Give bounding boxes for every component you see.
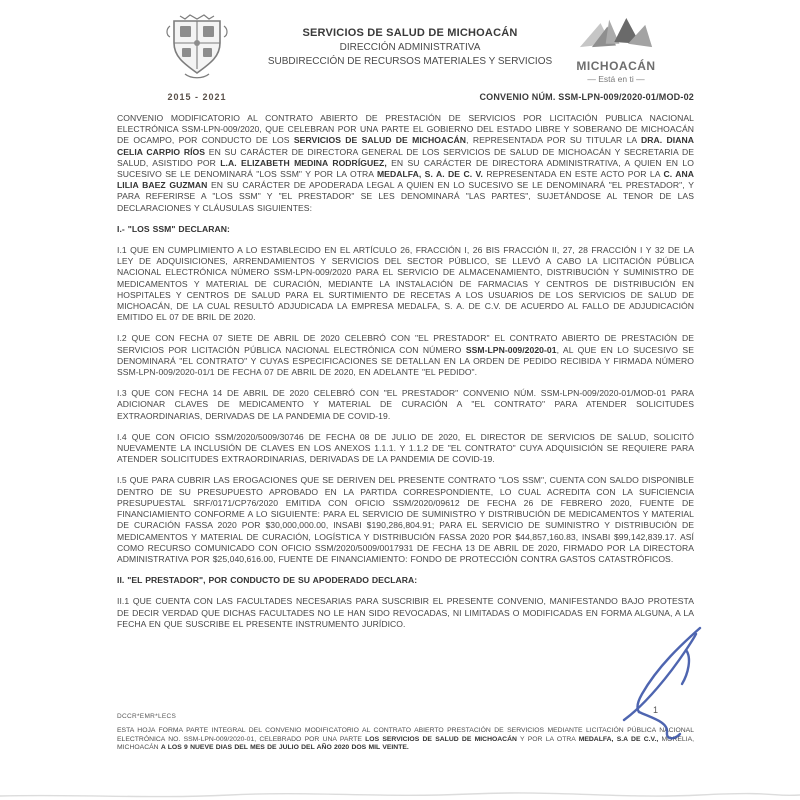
brand-title: MICHOACÁN — [576, 59, 656, 73]
paragraph-i2: I.2 QUE CON FECHA 07 SIETE DE ABRIL DE 2020 CELEBRÓ CON "EL PRESTADOR" EL CONTRATO ABIERTO DE PRESTACIÓN DE SERVICIOS POR LICITACIÓN PÚBLICA NACIONAL ELECTRÓNICA CON NÚMERO SSM-LPN-009/2020-01, AL QUE EN LO SUCESIVO SE DENOMINARÁ "EL CONTRATO" Y CUYAS ESPECIFICACIONES SE DETALLAN EN LA ORDEN DE PEDIDO RECIBIDA Y FIRMADA NÚMERO SSM-LPN-009/2020-01/1 DE FECHA 07 DE ABRIL DE 2020, EN ADELANTE "EL PEDIDO". — [117, 333, 694, 378]
section-heading-declarations-ssm: I.- "LOS SSM" DECLARAN: — [117, 223, 230, 234]
page-bottom-edge-shadow — [0, 782, 800, 800]
paragraph-i4: I.4 QUE CON OFICIO SSM/2020/5009/30746 DE FECHA 08 DE JULIO DE 2020, EL DIRECTOR DE SERVICIOS DE SALUD, SOLICITÓ NUEVAMENTE LA INCLUSIÓN DE CLAVES EN LOS ANEXOS 1.1.1. Y 1.1.2 DE "EL CONTRATO" CUYA ADQUISICIÓN SE REQUIERE PARA ATENDER SOLICITUDES EXTRAORDINARIAS, DERIVADAS DE LA PANDEMIA DE COVID-19. — [117, 431, 694, 465]
paragraph-preamble: CONVENIO MODIFICATORIO AL CONTRATO ABIERTO DE PRESTACIÓN DE SERVICIOS POR LICITACIÓN PUBLICA NACIONAL ELECTRÓNICA SSM-LPN-009/2020, QUE CELEBRAN POR UNA PARTE EL GOBIERNO DEL ESTADO LIBRE Y SOBERANO DE MICHOACÁN DE OCAMPO, POR CONDUCTO DE LOS SERVICIOS DE SALUD DE MICHOACÁN, REPRESENTADA POR SU TITULAR LA DRA. DIANA CELIA CARPIO RÍOS EN SU CARÁCTER DE DIRECTORA GENERAL DE LOS SERVICIOS DE SALUD DE MICHOACÁN Y SECRETARIA DE SALUD, ASISTIDO POR L.A. ELIZABETH MEDINA RODRÍGUEZ, EN SU CARÁCTER DE DIRECTORA ADMINISTRATIVA, A QUIEN EN LO SUCESIVO SE LE DENOMINARÁ "LOS SSM" Y POR LA OTRA MEDALFA, S. A. DE C. V. REPRESENTADA EN ESTE ACTO POR LA C. ANA LILIA BAEZ GUZMAN EN SU CARÁCTER DE APODERADA LEGAL A QUIEN EN LO SUCESIVO SE LE DENOMINARÁ "EL PRESTADOR", Y PARA REFERIRSE A "LOS SSM" Y "EL PRESTADOR" SE LES DENOMINARÁ "LAS PARTES", SUJETÁNDOSE AL TENOR DE LAS DECLARACIONES Y CLÁUSULAS SIGUIENTES: — [117, 113, 694, 213]
paragraph-i3: I.3 QUE CON FECHA 14 DE ABRIL DE 2020 CELEBRÓ CON "EL PRESTADOR" CONVENIO NÚM. SSM-LPN-009/2020-01/MOD-01 PARA ADICIONAR CLAVES DE MEDICAMENTO Y MATERIAL DE CURACIÓN A "EL CONTRATO" PARA ATENDER SOLICITUDES EXTRAORDINARIAS, DERIVADAS DE LA PANDEMIA DE COVID-19. — [117, 388, 694, 421]
section-heading-declarations-prestador: II. "EL PRESTADOR", POR CONDUCTO DE SU APODERADO DECLARA: — [117, 575, 418, 586]
coat-of-arms-icon — [160, 12, 234, 84]
brand-tagline: — Está en ti — — [587, 74, 645, 84]
document-body — [117, 113, 694, 640]
paragraph-i5: I.5 QUE PARA CUBRIR LAS EROGACIONES QUE SE DERIVEN DEL PRESENTE CONTRATO "LOS SSM", CUENTA CON SALDO DISPONIBLE DENTRO DE SU PRESUPUESTO APROBADO EN LA PARTIDA CORRESPONDIENTE, LO CUAL ACREDITA CON LA SUFICIENCIA PRESUPUESTAL SRF/0171/CP76/2020 EMITIDA CON OFICIO SSM/2020/09612 DE FECHA 26 DE FEBRERO 2020, FUENTE DE FINANCIAMIENTO CONFORME A LO SIGUIENTE: PARA EL SERVICIO DE SUMINISTRO Y DISTRIBUCIÓN DE MEDICAMENTOS Y MATERIAL DE CURACIÓN FASSA 2020 POR $30,000,000.00, INSABI $190,286,804.91; PARA EL SERVICIO DE SUMINISTRO Y DISTRIBUCIÓN DE MEDICAMENTOS Y MATERIAL DE CURACIÓN, LOGÍSTICA Y DISTRIBUCIÓN FASSA 2020 POR $44,857,160.83, INSABI $99,142,839.17. ASÍ COMO RECURSO COMUNICADO CON OFICIO SSM/2020/5009/0017931 DE FECHA 13 DE ABRIL DE 2020, FIRMADO POR LA DIRECTORA ADMINISTRATIVA POR $25,040,616.00, FUENTE DE FINANCIAMIENTO: FONDO DE PROTECCIÓN CONTRA GASTOS CATASTRÓFICOS. — [117, 475, 694, 564]
letterhead — [245, 27, 575, 68]
paragraph-ii1: II.1 QUE CUENTA CON LAS FACULTADES NECESARIAS PARA SUSCRIBIR EL PRESENTE CONVENIO, MANIFESTANDO BAJO PROTESTA DE DECIR VERDAD QUE DICHAS FACULTADES NO LE HAN SIDO REVOCADAS, NI LIMITADAS O MODIFICADAS EN FORMA ALGUNA, A LA FECHA EN QUE SUSCRIBE EL PRESENTE INSTRUMENTO JURÍDICO. — [117, 596, 694, 629]
footer-initials: DCCR*EMR*LECS — [117, 713, 177, 720]
org-subdivision: SUBDIRECCIÓN DE RECURSOS MATERIALES Y SERVICIOS — [267, 56, 553, 67]
page-number: 1 — [653, 705, 659, 715]
crest-period-caption: 2015 - 2021 — [167, 92, 227, 102]
michoacan-brand-logo — [558, 16, 674, 84]
convenio-number: CONVENIO NÚM. SSM-LPN-009/2020-01/MOD-02 — [479, 92, 694, 102]
org-name: SERVICIOS DE SALUD DE MICHOACÁN — [302, 27, 518, 39]
paragraph-i1: I.1 QUE EN CUMPLIMIENTO A LO ESTABLECIDO EN EL ARTÍCULO 26, FRACCIÓN I, 26 BIS FRACCIÓN II, 27, 28 FRACCIÓN I Y 32 DE LA LEY DE ADQUISICIONES, ARRENDAMIENTOS Y SERVICIOS DEL SECTOR PÚBLICO, SE LLEVÓ A CABO LA LICITACIÓN PÚBLICA NACIONAL ELECTRÓNICA NÚMERO SSM-LPN-009/2020 PARA EL SERVICIO DE ALMACENAMIENTO, DISTRIBUCIÓN Y SUMINISTRO DE MEDICAMENTOS Y MATERIAL DE CURACIÓN, MEDIANTE LA INSTALACIÓN DE FARMACIAS Y CENTROS DE DISTRIBUCIÓN EN HOSPITALES Y CENTROS DE SALUD PARA EL SURTIMIENTO DE RECETAS A LOS USUARIOS DE LOS SERVICIOS DE SALUD DE MICHOACÁN, DE LA CUAL RESULTÓ ADJUDICADA LA EMPRESA MEDALFA, S. A. DE C.V. DE ACUERDO AL FALLO DE ADJUDICACIÓN EMITIDO EL 07 DE BRIL DE 2020. — [117, 245, 694, 323]
monarch-butterfly-icon — [573, 16, 659, 56]
state-coat-of-arms-logo — [138, 12, 256, 102]
footer-legal-note: ESTA HOJA FORMA PARTE INTEGRAL DEL CONVENIO MODIFICATORIO AL CONTRATO ABIERTO PRESTACIÓN DE SERVICIOS MEDIANTE LICITACIÓN PÚBLICA NACIONAL ELECTRÓNICA NO. SSM-LPN-009/2020-01, CELEBRADO POR UNA PARTE LOS SERVICIOS DE SALUD DE MICHOACÁN Y POR LA OTRA MEDALFA, S.A DE C.V., MORELIA, MICHOACÁN A LOS 9 NUEVE DIAS DEL MES DE JULIO DEL AÑO 2020 DOS MIL VEINTE. — [117, 727, 694, 752]
org-division: DIRECCIÓN ADMINISTRATIVA — [339, 42, 481, 53]
